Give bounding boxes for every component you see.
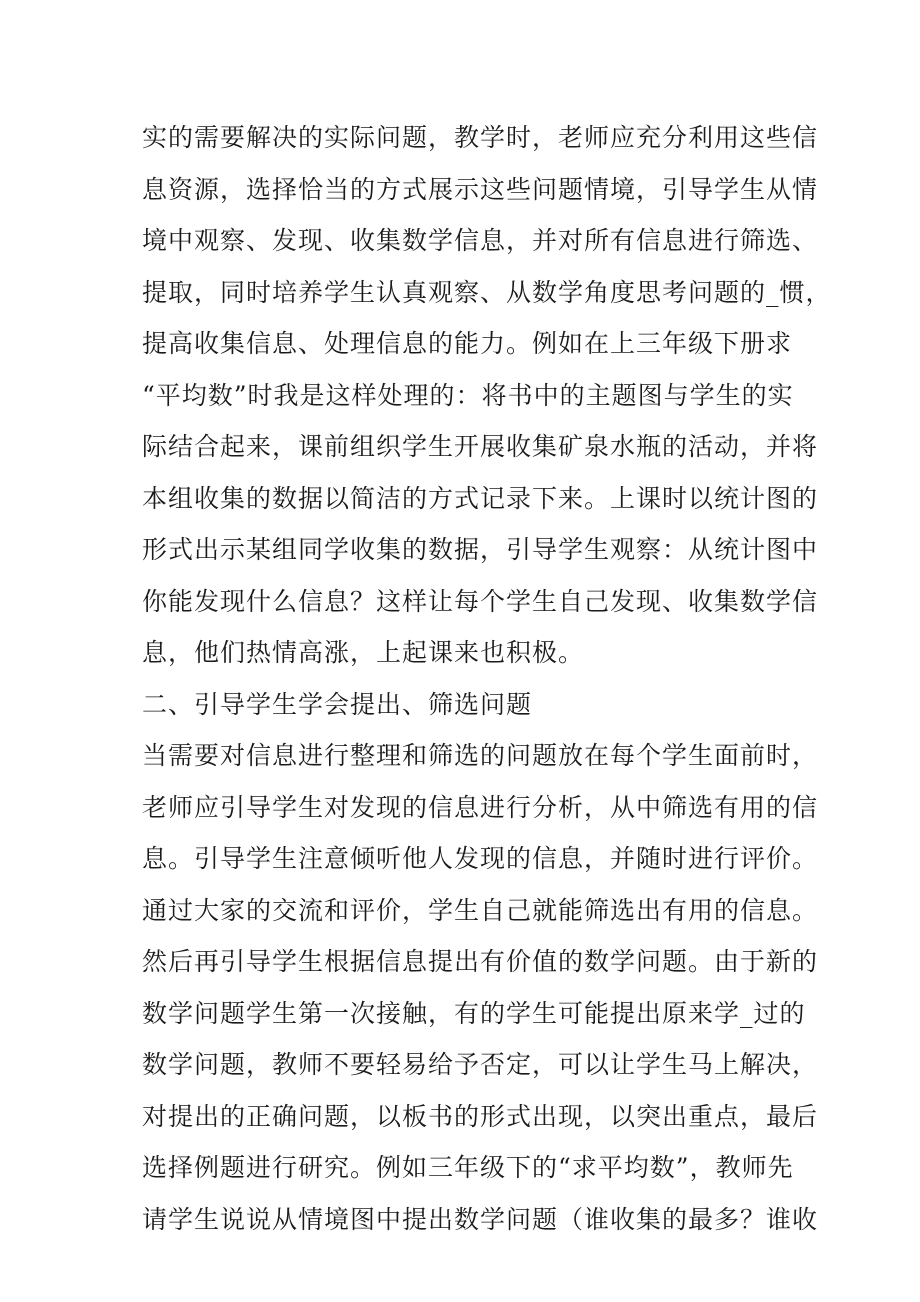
text-line: 通过大家的交流和评价，学生自己就能筛选出有用的信息。	[142, 895, 819, 925]
text-line: 境中观察、发现、收集数学信息，并对所有信息进行筛选、	[142, 226, 819, 255]
text-line: 际结合起来，课前组织学生开展收集矿泉水瓶的活动，并将	[142, 432, 819, 461]
text-line: 当需要对信息进行整理和筛选的问题放在每个学生面前时，	[142, 741, 819, 770]
text-line: 息。引导学生注意倾听他人发现的信息，并随时进行评价。	[142, 844, 819, 873]
text-line: 形式出示某组同学收集的数据，引导学生观察：从统计图中	[142, 535, 819, 564]
text-line: 老师应引导学生对发现的信息进行分析，从中筛选有用的信	[142, 792, 819, 822]
text-line: 提取，同时培养学生认真观察、从数学角度思考问题的_惯，	[142, 277, 832, 307]
text-line: 实的需要解决的实际问题，教学时，老师应充分利用这些信	[142, 123, 819, 152]
text-line: “平均数”时我是这样处理的：将书中的主题图与学生的实	[142, 380, 794, 410]
text-line: 本组收集的数据以简洁的方式记录下来。上课时以统计图的	[142, 483, 819, 513]
text-line: 对提出的正确问题，以板书的形式出现，以突出重点，最后	[142, 1101, 819, 1131]
text-line: 提高收集信息、处理信息的能力。例如在上三年级下册求	[142, 329, 793, 358]
document-body	[142, 112, 832, 1245]
text-line: 息资源，选择恰当的方式展示这些问题情境，引导学生从情	[142, 174, 819, 204]
text-line: 你能发现什么信息？这样让每个学生自己发现、收集数学信	[142, 586, 819, 616]
text-line: 息，他们热情高涨，上起课来也积极。	[142, 638, 585, 667]
text-line: 数学问题，教师不要轻易给予否定，可以让学生马上解决，	[142, 1050, 819, 1079]
text-line: 数学问题学生第一次接触，有的学生可能提出原来学_过的	[142, 998, 806, 1028]
text-line: 选择例题进行研究。例如三年级下的“求平均数”，教师先	[142, 1153, 794, 1182]
section-heading: 二、引导学生学会提出、筛选问题	[142, 689, 533, 719]
text-line: 然后再引导学生根据信息提出有价值的数学问题。由于新的	[142, 947, 819, 976]
text-line: 请学生说说从情境图中提出数学问题（谁收集的最多？谁收	[142, 1204, 819, 1234]
